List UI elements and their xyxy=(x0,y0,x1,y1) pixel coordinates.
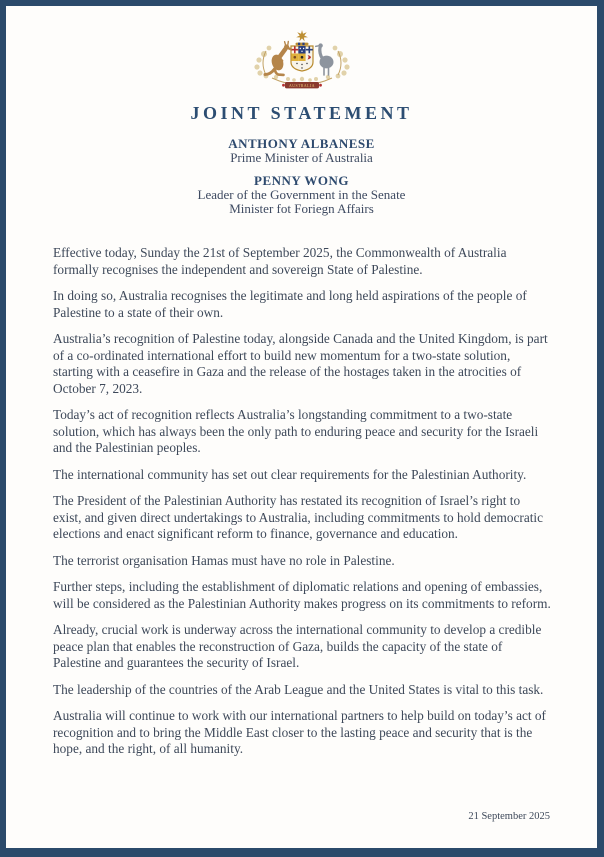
paragraph: The terrorist organisation Hamas must have no role in Palestine. xyxy=(53,552,395,568)
signatory-name: ANTHONY ALBANESE xyxy=(228,136,375,151)
paragraph: The President of the Palestinian Authority has restated its recognition of Israel’s right to exist, and given direct undertakings to Australia, including commitments to hold democratic elections and enact significant reform to finance, governance and education. xyxy=(53,493,544,541)
australian-coat-of-arms-icon xyxy=(241,29,363,93)
paragraph: Australia’s recognition of Palestine today, alongside Canada and the United Kingdom, is part of a co-ordinated international effort to build new momentum for a two-state solution, starting with a ceasefire in Gaza and the release of the hostages taken in the atrocities of October 7, 2023. xyxy=(53,331,548,396)
statement-body xyxy=(53,245,551,758)
signatory-role: Leader of the Government in the Senate xyxy=(197,187,406,202)
signatory-albanese xyxy=(6,136,597,165)
signatory-name: PENNY WONG xyxy=(254,173,349,188)
document-date: 21 September 2025 xyxy=(468,811,550,822)
paragraph: The international community has set out clear requirements for the Palestinian Authority. xyxy=(53,466,527,482)
paragraph: Already, crucial work is underway across the international community to develop a credible peace plan that enables the reconstruction of Gaza, builds the capacity of the state of Palestine and guarantees the security of Israel. xyxy=(53,622,542,670)
signatory-wong xyxy=(6,173,597,216)
commonwealth-star-icon xyxy=(296,30,308,41)
australia-banner xyxy=(282,82,322,88)
paragraph: In doing so, Australia recognises the legitimate and long held aspirations of the people of Palestine to a state of their own. xyxy=(53,288,527,320)
paragraph: Australia will continue to work with our international partners to help build on today’s act of recognition and to bring the Middle East closer to the lasting peace and security that is the hope, and the right, of all humanity. xyxy=(53,708,546,756)
signatory-role: Prime Minister of Australia xyxy=(230,150,373,165)
paragraph: Further steps, including the establishment of diplomatic relations and opening of embassies, will be considered as the Palestinian Authority makes progress on its commitments to reform. xyxy=(53,579,551,611)
signatory-role: Minister fot Foriegn Affairs xyxy=(229,201,374,216)
statement-sheet xyxy=(6,6,597,848)
document-title: JOINT STATEMENT xyxy=(190,103,413,123)
shield xyxy=(291,46,313,71)
signatories xyxy=(6,136,597,216)
paragraph: Today’s act of recognition reflects Australia’s longstanding commitment to a two-state solution, which has always been the only path to enduring peace and security for the Israeli and the Palestinian peoples. xyxy=(53,407,539,455)
banner-text: AUSTRALIA xyxy=(288,83,315,88)
wreath xyxy=(295,43,308,46)
paragraph: The leadership of the countries of the Arab League and the United States is vital to this task. xyxy=(53,681,544,697)
emu-icon xyxy=(315,43,333,75)
paragraph: Effective today, Sunday the 21st of September 2025, the Commonwealth of Australia formally recognises the independent and sovereign State of Palestine. xyxy=(53,245,507,277)
